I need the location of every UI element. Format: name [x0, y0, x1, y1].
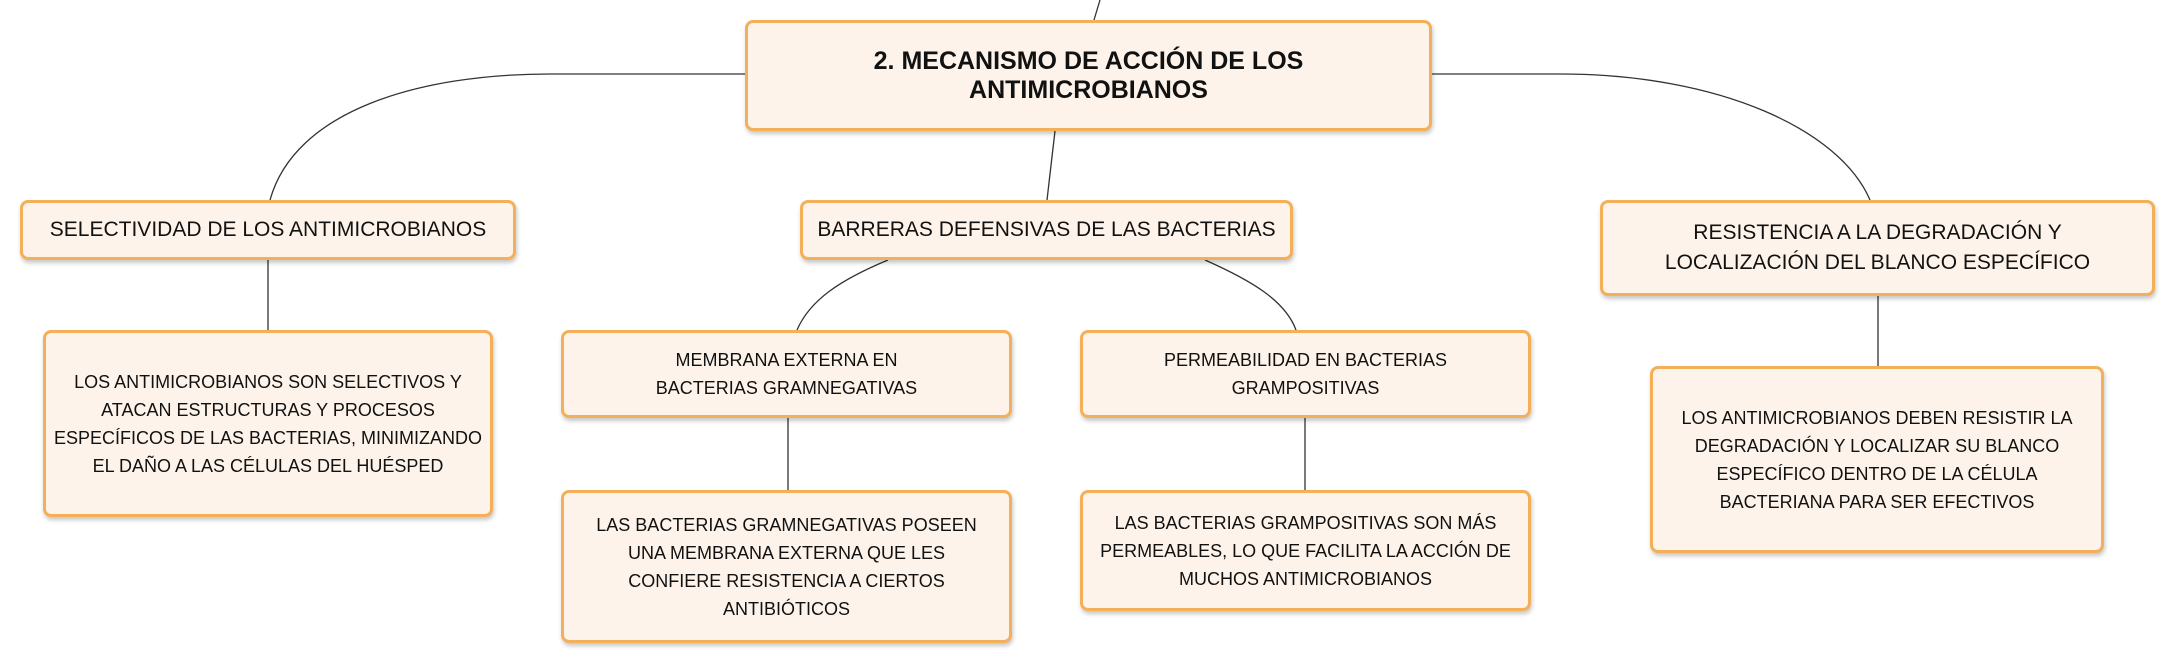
topic-membrana-externa-label: MEMBRANA EXTERNA EN BACTERIAS GRAMNEGATIVAS [655, 350, 918, 398]
detail-membrana-externa-text: LAS BACTERIAS GRAMNEGATIVAS POSEEN UNA MEMBRANA EXTERNA QUE LES CONFIERE RESISTENCIA A CIERTOS ANTIBIÓTICOS [596, 514, 977, 619]
detail-resistencia-text: LOS ANTIMICROBIANOS DEBEN RESISTIR LA DEGRADACIÓN Y LOCALIZAR SU BLANCO ESPECÍFICO DENTRO DE LA CÉLULA BACTERIANA PARA SER EFECTIVOS [1681, 407, 2073, 512]
detail-membrana-externa[interactable] [561, 490, 1012, 643]
topic-permeabilidad[interactable] [1080, 330, 1531, 418]
connector-barreras-membrana [797, 260, 888, 330]
detail-selectividad[interactable] [43, 330, 493, 517]
topic-membrana-externa[interactable] [561, 330, 1012, 418]
connector-root-resistencia [1432, 74, 1870, 200]
topic-resistencia[interactable] [1600, 200, 2155, 296]
root-topic[interactable] [745, 20, 1432, 131]
topic-selectividad-label: SELECTIVIDAD DE LOS ANTIMICROBIANOS [49, 218, 487, 241]
detail-resistencia[interactable] [1650, 366, 2104, 553]
topic-selectividad[interactable] [20, 200, 516, 260]
detail-permeabilidad[interactable] [1080, 490, 1531, 611]
topic-permeabilidad-label: PERMEABILIDAD EN BACTERIAS GRAMPOSITIVAS [1163, 350, 1448, 398]
connector-root-barreras [1047, 131, 1055, 200]
connector-barreras-permeabilidad [1205, 260, 1296, 330]
detail-selectividad-text: LOS ANTIMICROBIANOS SON SELECTIVOS Y ATACAN ESTRUCTURAS Y PROCESOS ESPECÍFICOS DE LAS BACTERIAS, MINIMIZANDO EL DAÑO A LAS CÉLULAS DEL HUÉSPED [53, 371, 483, 476]
topic-resistencia-label: RESISTENCIA A LA DEGRADACIÓN Y LOCALIZACIÓN DEL BLANCO ESPECÍFICO [1664, 221, 2091, 274]
connector-root-selectividad [270, 74, 745, 200]
topic-barreras-defensivas-label: BARRERAS DEFENSIVAS DE LAS BACTERIAS [817, 218, 1276, 241]
root-topic-title: 2. MECANISMO DE ACCIÓN DE LOS ANTIMICROBIANOS [873, 46, 1304, 104]
detail-permeabilidad-text: LAS BACTERIAS GRAMPOSITIVAS SON MÁS PERMEABLES, LO QUE FACILITA LA ACCIÓN DE MUCHOS ANTIMICROBIANOS [1100, 512, 1511, 589]
topic-barreras-defensivas[interactable] [800, 200, 1293, 260]
connector-to-parent [1094, 0, 1100, 20]
